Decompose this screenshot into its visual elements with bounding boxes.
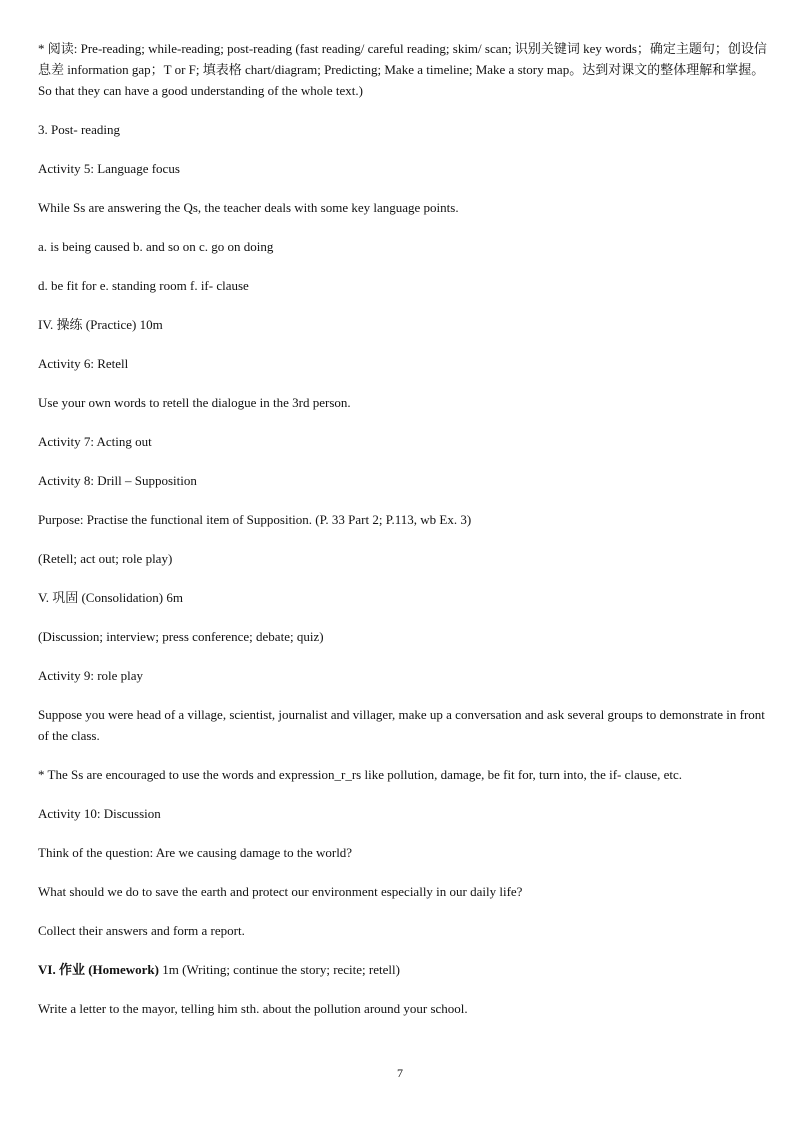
section-consolidation: V. 巩固 (Consolidation) 6m <box>38 590 183 605</box>
activity-6-description: Use your own words to retell the dialogue in the 3rd person. <box>38 395 351 410</box>
section-post-reading: 3. Post- reading <box>38 122 120 137</box>
section-practice: IV. 操练 (Practice) 10m <box>38 317 163 332</box>
homework-details: 1m (Writing; continue the story; recite; retell) <box>158 962 400 977</box>
homework-heading: VI. 作业 (Homework) <box>38 962 159 977</box>
activity-5-description: While Ss are answering the Qs, the teacher deals with some key language points. <box>38 200 459 215</box>
activity-5-heading: Activity 5: Language focus <box>38 161 180 176</box>
activity-10-instruction: Collect their answers and form a report. <box>38 923 245 938</box>
activity-9-description: Suppose you were head of a village, scientist, journalist and villager, make up a conversation and ask several groups to demonstrate in front of the class. <box>38 707 765 743</box>
activity-6-heading: Activity 6: Retell <box>38 356 129 371</box>
activity-10-question-1: Think of the question: Are we causing damage to the world? <box>38 845 353 860</box>
activity-7-heading: Activity 7: Acting out <box>38 434 152 449</box>
activity-8-methods: (Retell; act out; role play) <box>38 551 173 566</box>
page-number: 7 <box>397 1066 403 1080</box>
activity-8-heading: Activity 8: Drill – Supposition <box>38 473 197 488</box>
consolidation-methods: (Discussion; interview; press conference; debate; quiz) <box>38 629 324 644</box>
activity-10-question-2: What should we do to save the earth and protect our environment especially in our daily life? <box>38 884 523 899</box>
reading-methods-note: * 阅读: Pre-reading; while-reading; post-reading (fast reading/ careful reading; skim/ scan; 识别关键词 key words；确定主题句；创设信息差 information gap；T or F; 填表格 chart/diagram; Predicting; Make a timeline; Make a story map。达到对课文的整体理解和掌握。So that they can have a good understanding of the whole text.) <box>38 41 767 98</box>
activity-10-heading: Activity 10: Discussion <box>38 806 161 821</box>
activity-9-note: * The Ss are encouraged to use the words and expression_r_rs like pollution, damage, be fit for, turn into, the if- clause, etc. <box>38 767 683 782</box>
activity-8-purpose: Purpose: Practise the functional item of Supposition. (P. 33 Part 2; P.113, wb Ex. 3) <box>38 512 472 527</box>
language-points-line-2: d. be fit for e. standing room f. if- clause <box>38 278 249 293</box>
language-points-line-1: a. is being caused b. and so on c. go on doing <box>38 239 274 254</box>
document-body <box>38 38 768 1019</box>
homework-task: Write a letter to the mayor, telling him sth. about the pollution around your school. <box>38 1001 468 1016</box>
section-homework <box>38 959 768 980</box>
activity-9-heading: Activity 9: role play <box>38 668 144 683</box>
